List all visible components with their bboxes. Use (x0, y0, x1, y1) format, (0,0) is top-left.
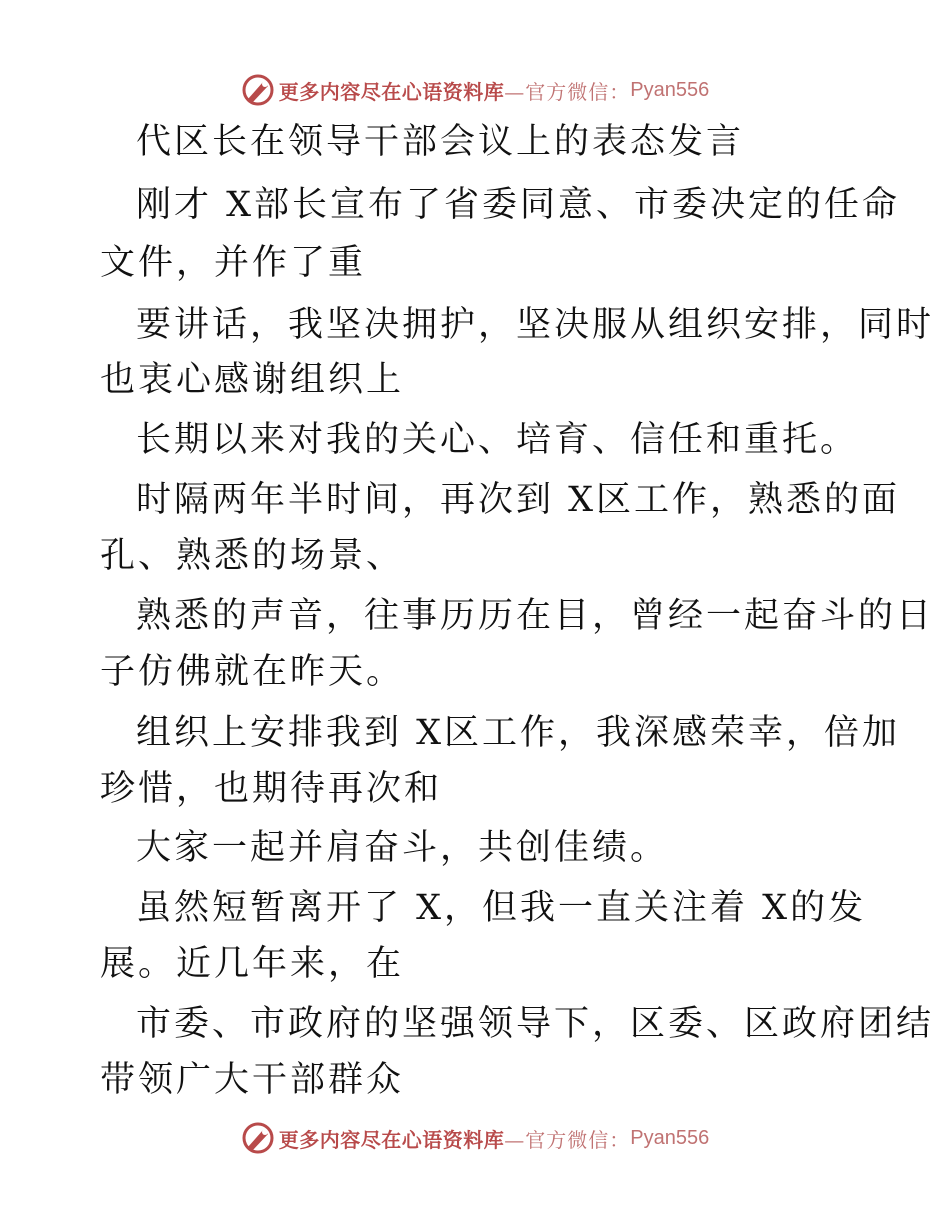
pen-logo-icon (241, 73, 275, 107)
doc-line: 组织上安排我到 X区工作，我深感荣幸，倍加 (136, 713, 901, 753)
doc-line: 要讲话，我坚决拥护，坚决服从组织安排，同时 (136, 305, 935, 345)
footer-banner (0, 1118, 950, 1158)
doc-line: 带领广大干部群众 (100, 1060, 405, 1100)
doc-line: 子仿佛就在昨天。 (100, 652, 405, 692)
banner-title: 更多内容尽在心语资料库 (278, 79, 505, 104)
header-banner (0, 70, 950, 110)
doc-line: 大家一起并肩奋斗，共创佳绩。 (136, 828, 669, 868)
doc-line: 市委、市政府的坚强领导下，区委、区政府团结 (136, 1004, 935, 1044)
doc-line: 熟悉的声音，往事历历在目，曾经一起奋斗的日 (136, 596, 935, 636)
banner-wechat-label: —官方微信： (504, 1127, 631, 1152)
doc-line: 文件，并作了重 (100, 243, 367, 283)
doc-line: 时隔两年半时间，再次到 X区工作，熟悉的面 (136, 480, 901, 520)
doc-line: 长期以来对我的关心、培育、信任和重托。 (136, 420, 859, 460)
pen-logo-icon (241, 1121, 275, 1155)
doc-line: 孔、熟悉的场景、 (100, 536, 405, 576)
doc-line: 展。近几年来，在 (100, 944, 405, 984)
banner-wechat-id: Pyan556 (630, 78, 710, 101)
banner-wechat-label: —官方微信： (504, 79, 631, 104)
doc-title: 代区长在领导干部会议上的表态发言 (136, 122, 745, 162)
doc-line: 也衷心感谢组织上 (100, 360, 405, 400)
doc-line: 珍惜，也期待再次和 (100, 769, 443, 809)
doc-line: 刚才 X部长宣布了省委同意、市委决定的任命 (136, 185, 901, 225)
doc-line: 虽然短暂离开了 X，但我一直关注着 X的发 (136, 888, 867, 928)
banner-title: 更多内容尽在心语资料库 (278, 1127, 505, 1152)
banner-wechat-id: Pyan556 (630, 1126, 710, 1149)
